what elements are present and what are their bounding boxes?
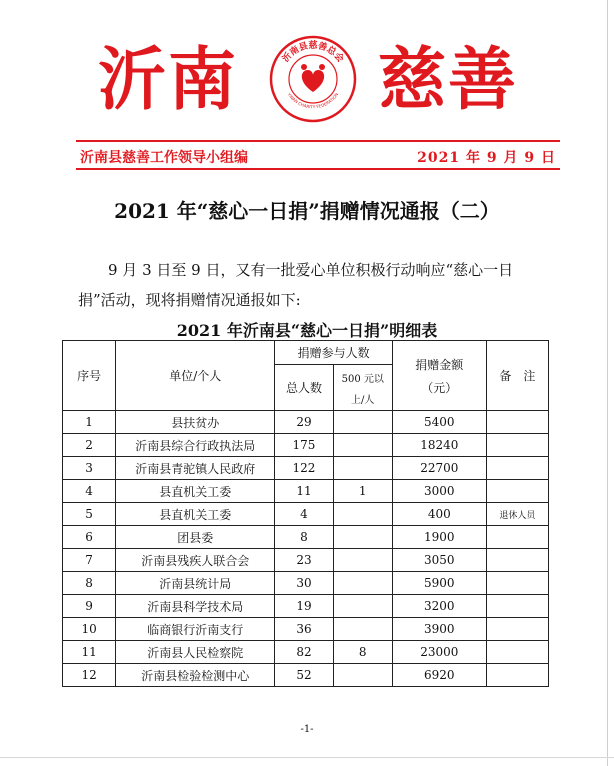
table-row — [63, 434, 549, 457]
cell-amount: 18240 — [392, 434, 486, 457]
header-amount-line1: 捐赠金额 — [415, 357, 464, 372]
cell-over500: 1 — [333, 480, 392, 503]
cell-note: 退休人员 — [486, 503, 548, 526]
cell-over500 — [333, 434, 392, 457]
cell-unit: 沂南县综合行政执法局 — [116, 434, 275, 457]
cell-seq: 8 — [63, 572, 116, 595]
header-rule-bottom — [76, 168, 560, 170]
page-edge-bottom — [0, 757, 614, 758]
cell-total: 29 — [275, 411, 333, 434]
table-title: 2021 年沂南县“慈心一日捐”明细表 — [176, 321, 438, 340]
cell-note — [486, 618, 548, 641]
cell-amount: 3050 — [392, 549, 486, 572]
header-note: 备 注 — [486, 341, 548, 411]
cell-seq: 4 — [63, 480, 116, 503]
cell-unit: 县直机关工委 — [116, 480, 275, 503]
cell-over500 — [333, 549, 392, 572]
cell-total: 11 — [275, 480, 333, 503]
charity-seal-logo — [268, 34, 358, 124]
table-row — [63, 503, 549, 526]
table-row — [63, 549, 549, 572]
cell-amount: 6920 — [392, 664, 486, 687]
figure-head-icon — [319, 64, 325, 70]
seal-bottom-text: YINAN CHARITY FEDERATION — [286, 91, 340, 110]
donation-table — [62, 340, 549, 687]
masthead-left-text: 沂南 — [98, 40, 239, 120]
table-row — [63, 411, 549, 434]
cell-seq: 12 — [63, 664, 116, 687]
cell-seq: 11 — [63, 641, 116, 664]
table-row — [63, 595, 549, 618]
cell-total: 19 — [275, 595, 333, 618]
cell-over500: 8 — [333, 641, 392, 664]
cell-amount: 23000 — [392, 641, 486, 664]
cell-total: 4 — [275, 503, 333, 526]
editor-org: 沂南县慈善工作领导小组编 — [80, 150, 248, 166]
cell-seq: 10 — [63, 618, 116, 641]
body-paragraph: 9 月 3 日至 9 日，又有一批爱心单位积极行动响应“慈心一日捐”活动，现将捐赠情况通报如下: — [78, 261, 514, 309]
table-row — [63, 457, 549, 480]
cell-unit: 县直机关工委 — [116, 503, 275, 526]
issue-date: 2021 年 9 月 9 日 — [417, 150, 556, 166]
header-over500-line1: 500 元以 — [341, 373, 384, 385]
cell-over500 — [333, 526, 392, 549]
header-participants: 捐赠参与人数 — [275, 341, 393, 365]
table-row — [63, 526, 549, 549]
cell-note — [486, 549, 548, 572]
cell-amount: 3000 — [392, 480, 486, 503]
cell-note — [486, 411, 548, 434]
cell-amount: 3200 — [392, 595, 486, 618]
cell-amount: 400 — [392, 503, 486, 526]
header-total: 总人数 — [275, 365, 333, 411]
cell-unit: 县扶贫办 — [116, 411, 275, 434]
cell-total: 122 — [275, 457, 333, 480]
subhead — [76, 145, 560, 167]
cell-total: 30 — [275, 572, 333, 595]
cell-unit: 沂南县残疾人联合会 — [116, 549, 275, 572]
cell-unit: 团县委 — [116, 526, 275, 549]
cell-unit: 沂南县科学技术局 — [116, 595, 275, 618]
cell-unit: 沂南县检验检测中心 — [116, 664, 275, 687]
header-amount-line2: （元） — [421, 380, 458, 395]
cell-unit: 沂南县青驼镇人民政府 — [116, 457, 275, 480]
header-unit: 单位/个人 — [116, 341, 275, 411]
cell-over500 — [333, 457, 392, 480]
cell-over500 — [333, 572, 392, 595]
cell-total: 8 — [275, 526, 333, 549]
cell-amount: 3900 — [392, 618, 486, 641]
cell-over500 — [333, 595, 392, 618]
cell-note — [486, 572, 548, 595]
header-over500 — [333, 365, 392, 411]
cell-over500 — [333, 411, 392, 434]
cell-total: 52 — [275, 664, 333, 687]
document-title: 2021 年“慈心一日捐”捐赠情况通报（二） — [114, 199, 500, 223]
cell-seq: 3 — [63, 457, 116, 480]
cell-note — [486, 641, 548, 664]
header-over500-line2: 上/人 — [351, 394, 375, 406]
cell-seq: 9 — [63, 595, 116, 618]
cell-note — [486, 595, 548, 618]
cell-seq: 6 — [63, 526, 116, 549]
seal-top-text: 沂南县慈善总会 — [280, 41, 346, 65]
heart-icon — [302, 70, 324, 92]
cell-seq: 5 — [63, 503, 116, 526]
table-header-row — [63, 341, 549, 365]
cell-amount: 5400 — [392, 411, 486, 434]
cell-amount: 1900 — [392, 526, 486, 549]
page-number: -1- — [300, 724, 314, 735]
cell-total: 82 — [275, 641, 333, 664]
cell-total: 175 — [275, 434, 333, 457]
masthead-right-text: 慈善 — [378, 40, 519, 120]
header-amount — [392, 341, 486, 411]
cell-seq: 7 — [63, 549, 116, 572]
cell-seq: 2 — [63, 434, 116, 457]
cell-amount: 5900 — [392, 572, 486, 595]
cell-over500 — [333, 618, 392, 641]
cell-over500 — [333, 664, 392, 687]
header-rule-top — [76, 140, 560, 142]
figure-head-icon — [301, 64, 307, 70]
masthead — [0, 28, 614, 138]
cell-note — [486, 434, 548, 457]
cell-total: 36 — [275, 618, 333, 641]
table-row — [63, 641, 549, 664]
cell-unit: 沂南县统计局 — [116, 572, 275, 595]
cell-note — [486, 457, 548, 480]
cell-over500 — [333, 503, 392, 526]
cell-unit: 临商银行沂南支行 — [116, 618, 275, 641]
cell-seq: 1 — [63, 411, 116, 434]
cell-amount: 22700 — [392, 457, 486, 480]
cell-total: 23 — [275, 549, 333, 572]
cell-note — [486, 480, 548, 503]
cell-note — [486, 526, 548, 549]
table-row — [63, 480, 549, 503]
header-seq: 序号 — [63, 341, 116, 411]
table-row — [63, 664, 549, 687]
table-row — [63, 572, 549, 595]
cell-unit: 沂南县人民检察院 — [116, 641, 275, 664]
cell-note — [486, 664, 548, 687]
table-row — [63, 618, 549, 641]
